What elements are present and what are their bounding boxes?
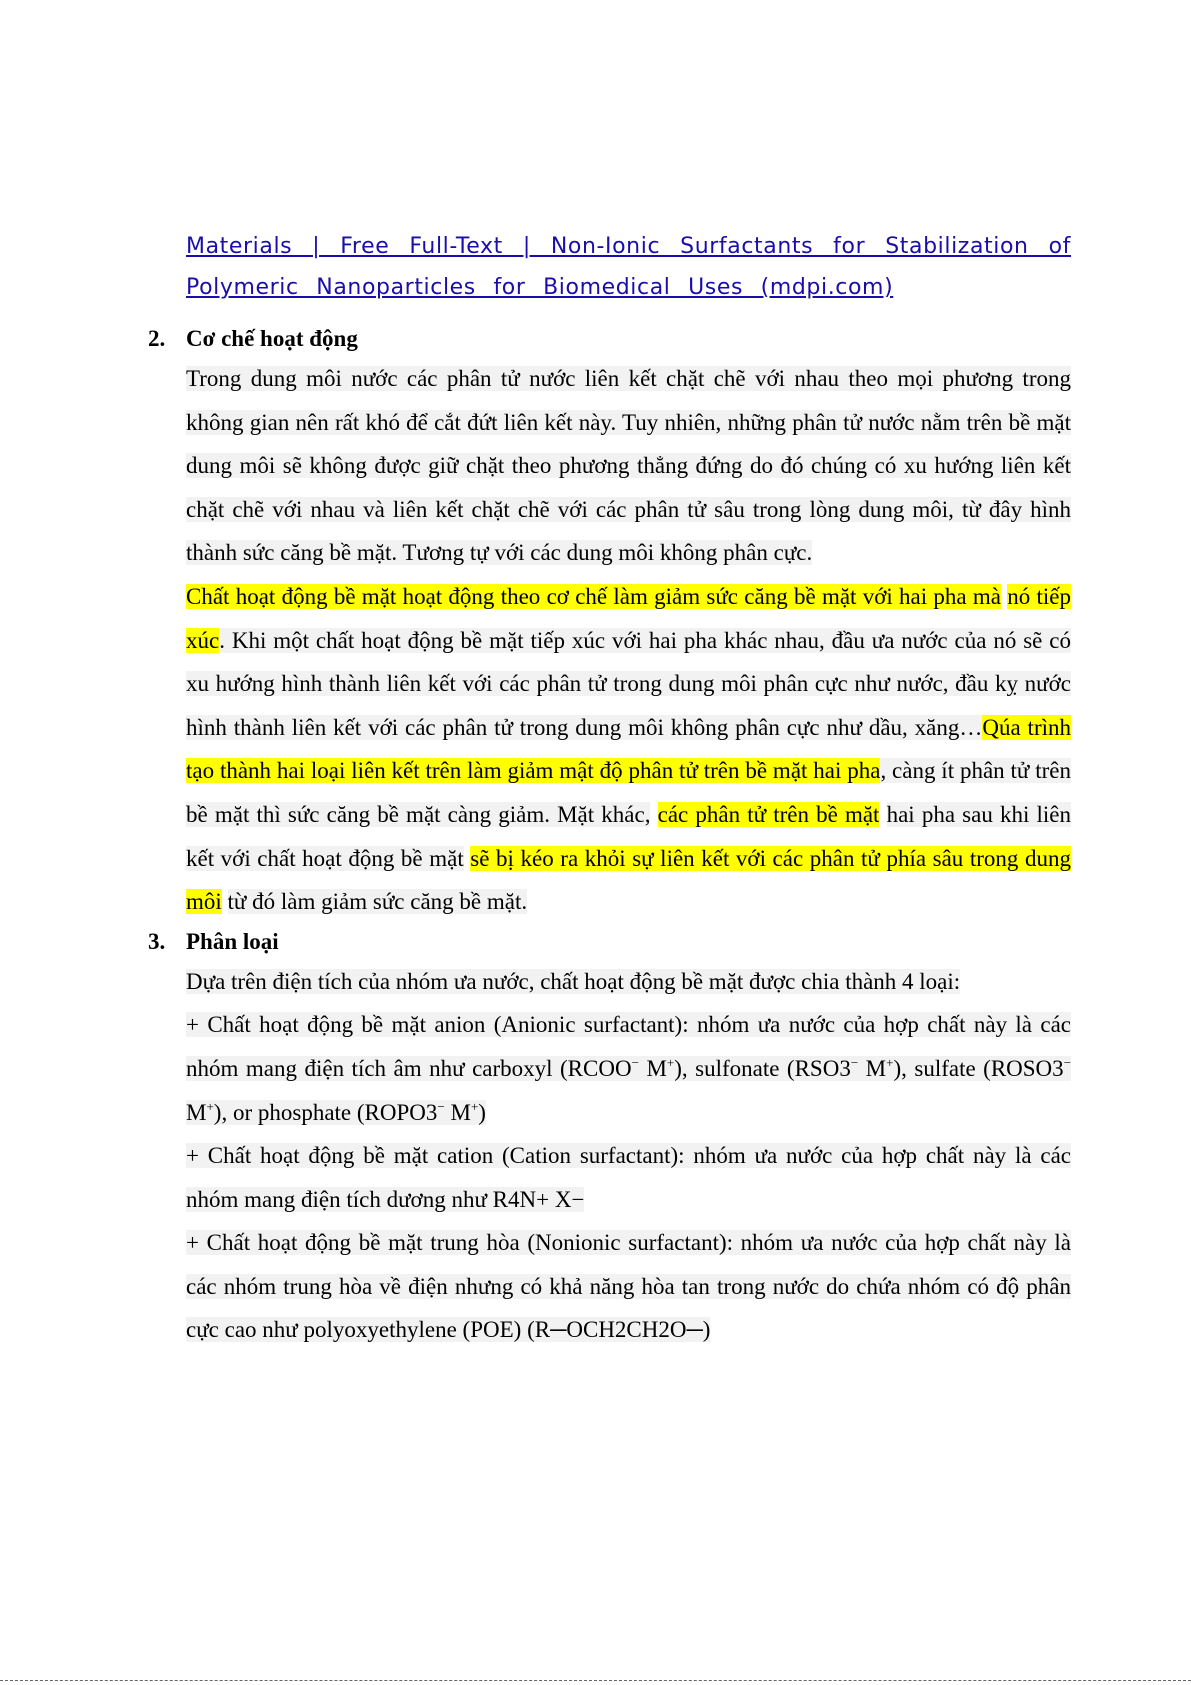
anion-text: M bbox=[646, 1055, 667, 1081]
plus-superscript: + bbox=[470, 1098, 479, 1114]
minus-superscript: − bbox=[850, 1054, 859, 1070]
anion-text: ) bbox=[478, 1099, 486, 1125]
section-2-number: 2. bbox=[148, 326, 166, 351]
highlight: Qúa trình tạo thành hai loại liên kết trên làm giảm mật độ phân tử trên bề mặt hai pha bbox=[186, 714, 1071, 784]
highlight: Chất hoạt động bề mặt hoạt động theo cơ chế làm giảm sức căng bề mặt với hai pha mà bbox=[186, 583, 1001, 609]
section-2-title: Cơ chế hoạt động bbox=[186, 326, 358, 351]
minus-superscript: − bbox=[1063, 1054, 1072, 1070]
plus-superscript: + bbox=[666, 1054, 675, 1070]
plus-superscript: + bbox=[886, 1054, 894, 1070]
cationic-item bbox=[186, 1134, 1071, 1221]
section-2-paragraph-1 bbox=[186, 357, 1071, 575]
anion-text: + Chất hoạt động bề mặt anion (Anionic surfactant): nhóm ưa nước của hợp chất này là các nhóm mang điện tích âm như carboxyl (RCOO bbox=[186, 1012, 1071, 1081]
nonionic-item bbox=[186, 1221, 1071, 1352]
shaded-text: . Khi một chất hoạt động bề mặt tiếp xúc với hai pha khác nhau, đầu ưa nước của nó sẽ có xu hướng hình thành liên kết với các phân tử trong dung môi phân cực như nước, đầu kỵ nước hình thành liên kết với các phân tử trong dung môi không phân cực như dầu, xăng… bbox=[186, 627, 1071, 740]
highlight: sẽ bị kéo ra khỏi sự liên kết với các phân tử phía sâu trong dung môi bbox=[186, 845, 1071, 915]
section-3-intro bbox=[186, 960, 1071, 1004]
highlight: nó tiếp xúc bbox=[186, 583, 1072, 653]
highlight: các phân tử trên bề mặt bbox=[657, 801, 880, 827]
shaded-text: Trong dung môi nước các phân tử nước liên kết chặt chẽ với nhau theo mọi phương trong không gian nên rất khó để cắt đứt liên kết này. Tuy nhiên, những phân tử nước nằm trên bề mặt dung môi sẽ không được giữ chặt theo phương thẳng đứng do đó chúng có xu hướng liên kết chặt chẽ với nhau và liên kết chặt chẽ với các phân tử sâu trong lòng dung môi, từ đây hình thành sức căng bề mặt. Tương tự với các dung môi không phân cực. bbox=[186, 366, 1071, 566]
shaded-text: + Chất hoạt động bề mặt cation (Cation surfactant): nhóm ưa nước của hợp chất này là các nhóm mang điện tích dương như R4N+ X− bbox=[186, 1143, 1071, 1212]
anion-text: M bbox=[186, 1099, 207, 1125]
anion-text: ), or phosphate (ROPO3 bbox=[213, 1099, 438, 1125]
minus-superscript: − bbox=[631, 1054, 639, 1070]
section-3-heading bbox=[148, 924, 1071, 960]
section-2-paragraph-2 bbox=[186, 575, 1071, 924]
shaded-text: từ đó làm giảm sức căng bề mặt. bbox=[227, 889, 528, 915]
minus-superscript: − bbox=[437, 1098, 445, 1114]
page-content bbox=[148, 226, 1072, 1352]
anionic-item bbox=[186, 1003, 1071, 1134]
plus-superscript: + bbox=[206, 1098, 214, 1114]
reference-link[interactable]: Materials | Free Full-Text | Non-Ionic Surfactants for Stabilization of Polymeric Nanoparticles for Biomedical Uses (mdpi.com) bbox=[186, 234, 1071, 300]
anion-text: ), sulfonate (RSO3 bbox=[674, 1055, 851, 1081]
shaded-text: + Chất hoạt động bề mặt trung hòa (Nonionic surfactant): nhóm ưa nước của hợp chất này là các nhóm trung hòa về điện nhưng có khả năng hòa tan trong nước do chứa nhóm có độ phân cực cao như polyoxyethylene (POE) (R─OCH2CH2O─) bbox=[186, 1230, 1071, 1343]
section-2-heading bbox=[148, 321, 1071, 357]
shaded-text: Dựa trên điện tích của nhóm ưa nước, chất hoạt động bề mặt được chia thành 4 loại: bbox=[186, 968, 961, 994]
anion-text: ), sulfate (ROSO3 bbox=[893, 1055, 1064, 1081]
shaded-text: hai pha sau khi liên kết với chất hoạt động bề mặt bbox=[186, 801, 1071, 871]
section-3-number: 3. bbox=[148, 928, 166, 954]
anion-text: M bbox=[865, 1055, 887, 1081]
anion-text: M bbox=[450, 1099, 471, 1125]
page-bottom-border bbox=[0, 1680, 1191, 1681]
section-3-title: Phân loại bbox=[186, 928, 279, 954]
shaded-text: , càng ít phân tử trên bề mặt thì sức căng bề mặt càng giảm. Mặt khác, bbox=[186, 758, 1071, 827]
shaded-text bbox=[186, 1012, 1071, 1124]
